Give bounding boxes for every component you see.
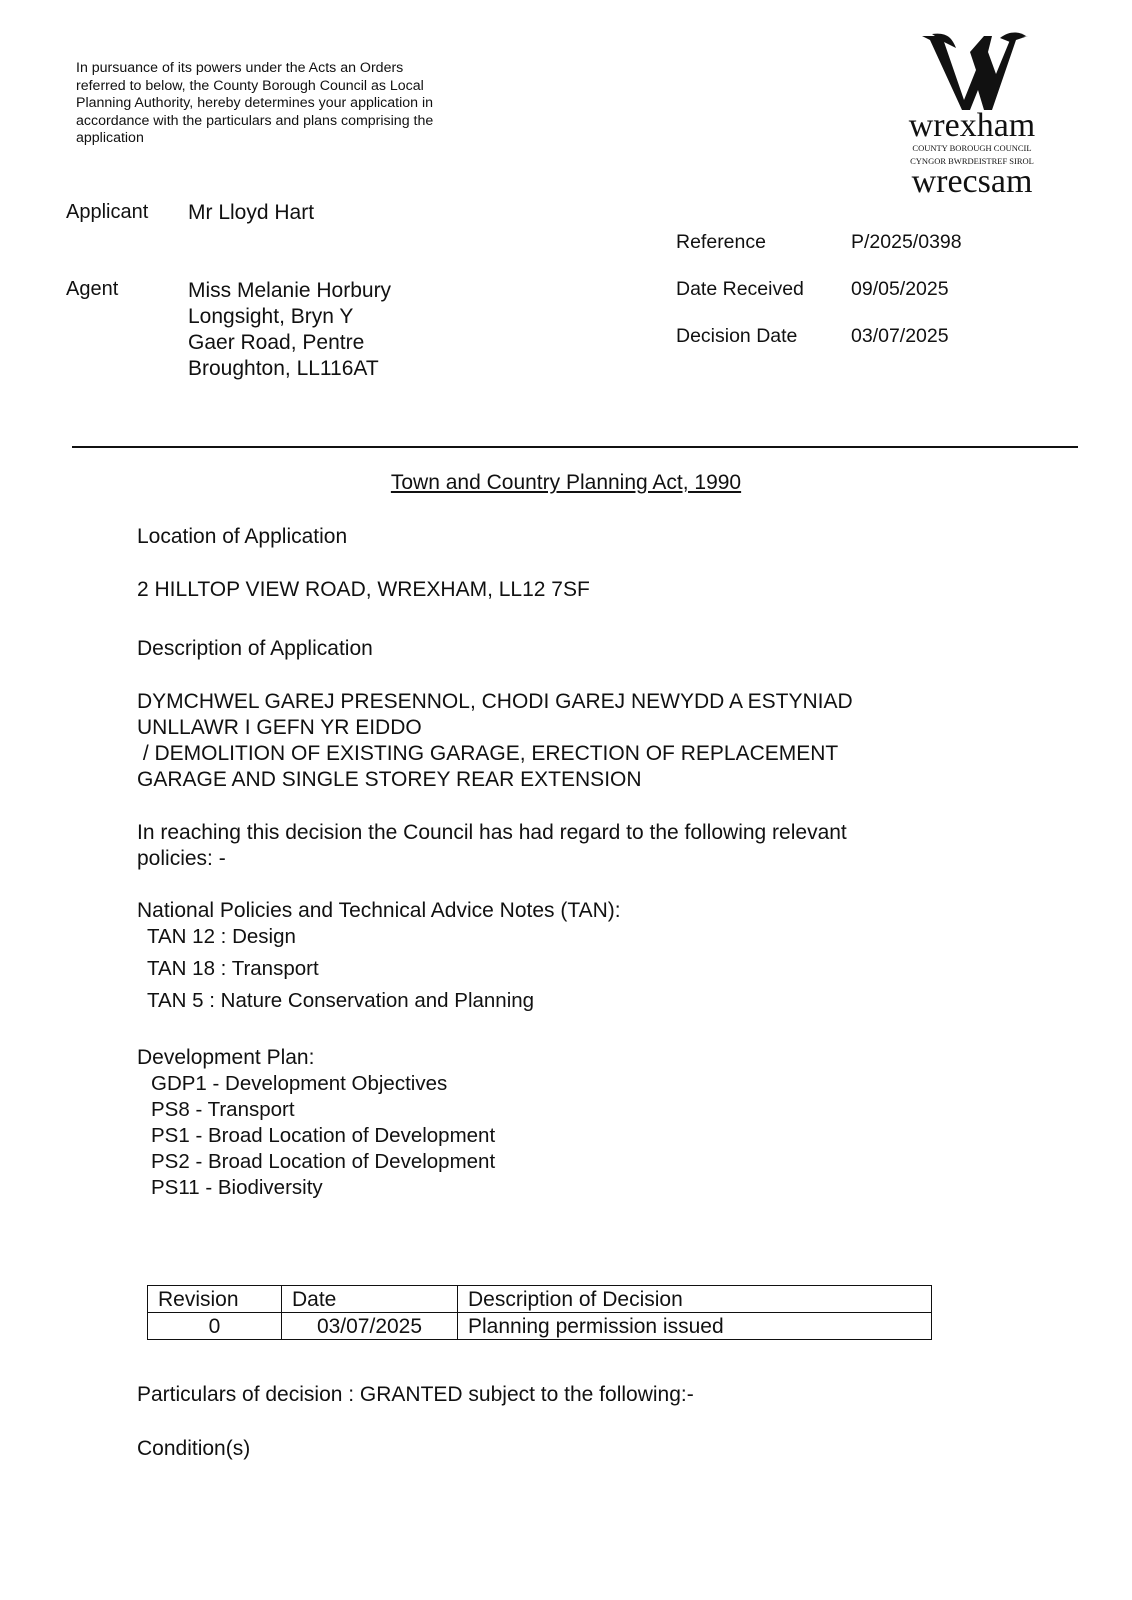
applicant-label: Applicant bbox=[66, 201, 149, 223]
table-header-row bbox=[148, 1286, 932, 1313]
development-plan-heading: Development Plan: bbox=[137, 1046, 315, 1069]
conditions-heading: Condition(s) bbox=[137, 1437, 251, 1460]
tan-item: TAN 5 : Nature Conservation and Planning bbox=[147, 989, 535, 1012]
council-logo bbox=[892, 30, 1052, 200]
intro-line: In pursuance of its powers under the Acts an Orders bbox=[76, 60, 404, 76]
description-line: DYMCHWEL GAREJ PRESENNOL, CHODI GAREJ NEWYDD A ESTYNIAD bbox=[137, 690, 853, 713]
development-plan-list bbox=[151, 1071, 495, 1201]
logo-name-cy: wrecsam bbox=[911, 163, 1033, 200]
decision-date-value: 03/07/2025 bbox=[851, 325, 949, 347]
location-heading: Location of Application bbox=[137, 525, 348, 548]
reference-label: Reference bbox=[676, 231, 766, 253]
agent-line: Longsight, Bryn Y bbox=[188, 305, 354, 328]
applicant-name: Mr Lloyd Hart bbox=[188, 201, 315, 224]
development-plan-item: PS1 - Broad Location of Development bbox=[151, 1124, 496, 1147]
intro-line: referred to below, the County Borough Council as Local bbox=[76, 77, 424, 94]
date-received-value: 09/05/2025 bbox=[851, 278, 949, 300]
decision-date-label: Decision Date bbox=[676, 325, 798, 347]
intro-paragraph bbox=[76, 60, 516, 148]
intro-line: accordance with the particulars and plans comprising the bbox=[76, 112, 434, 129]
agent-line: Gaer Road, Pentre bbox=[188, 331, 365, 354]
table-cell: 0 bbox=[148, 1313, 282, 1340]
agent-line: Miss Melanie Horbury bbox=[188, 279, 392, 302]
development-plan-item: PS11 - Biodiversity bbox=[151, 1176, 323, 1199]
divider bbox=[72, 446, 1078, 448]
development-plan-item: PS2 - Broad Location of Development bbox=[151, 1150, 496, 1173]
intro-line: Planning Authority, hereby determines your application in bbox=[76, 95, 433, 111]
description-line: GARAGE AND SINGLE STOREY REAR EXTENSION bbox=[137, 768, 642, 791]
development-plan-item: GDP1 - Development Objectives bbox=[151, 1072, 448, 1095]
description-heading: Description of Application bbox=[137, 637, 373, 660]
agent-label: Agent bbox=[66, 278, 119, 300]
logo-name-en: wrexham bbox=[908, 107, 1036, 144]
table-cell: Planning permission issued bbox=[458, 1313, 932, 1340]
tan-item: TAN 12 : Design bbox=[147, 925, 296, 948]
particulars-of-decision: Particulars of decision : GRANTED subject to the following:- bbox=[137, 1383, 694, 1406]
description-line: / DEMOLITION OF EXISTING GARAGE, ERECTION OF REPLACEMENT bbox=[137, 742, 839, 765]
table-cell: 03/07/2025 bbox=[282, 1313, 458, 1340]
agent-address bbox=[188, 278, 391, 382]
national-policies-heading: National Policies and Technical Advice Notes (TAN): bbox=[137, 899, 621, 922]
act-title bbox=[0, 471, 1132, 495]
logo-w-mark-icon bbox=[922, 33, 1028, 111]
development-plan-item: PS8 - Transport bbox=[151, 1098, 295, 1121]
tan-item: TAN 18 : Transport bbox=[147, 957, 319, 980]
regard-line: policies: - bbox=[137, 847, 226, 870]
description-line: UNLLAWR I GEFN YR EIDDO bbox=[137, 716, 422, 739]
table-row bbox=[148, 1313, 932, 1340]
reference-value: P/2025/0398 bbox=[851, 231, 962, 253]
location-address: 2 HILLTOP VIEW ROAD, WREXHAM, LL12 7SF bbox=[137, 578, 590, 601]
decision-table bbox=[147, 1285, 932, 1340]
act-title-text: Town and Country Planning Act, 1990 bbox=[390, 471, 742, 494]
intro-line: application bbox=[76, 130, 144, 146]
agent-line: Broughton, LL116AT bbox=[188, 357, 379, 380]
table-header-cell: Description of Decision bbox=[458, 1286, 932, 1313]
description-text bbox=[137, 689, 853, 793]
table-header-cell: Date bbox=[282, 1286, 458, 1313]
date-received-label: Date Received bbox=[676, 278, 804, 300]
logo-subtitle-cy: CYNGOR BWRDEISTREF SIROL bbox=[910, 156, 1034, 166]
regard-line: In reaching this decision the Council has had regard to the following relevant bbox=[137, 821, 847, 844]
regard-paragraph bbox=[137, 820, 847, 872]
logo-subtitle-en: COUNTY BOROUGH COUNCIL bbox=[912, 143, 1032, 153]
table-header-cell: Revision bbox=[148, 1286, 282, 1313]
